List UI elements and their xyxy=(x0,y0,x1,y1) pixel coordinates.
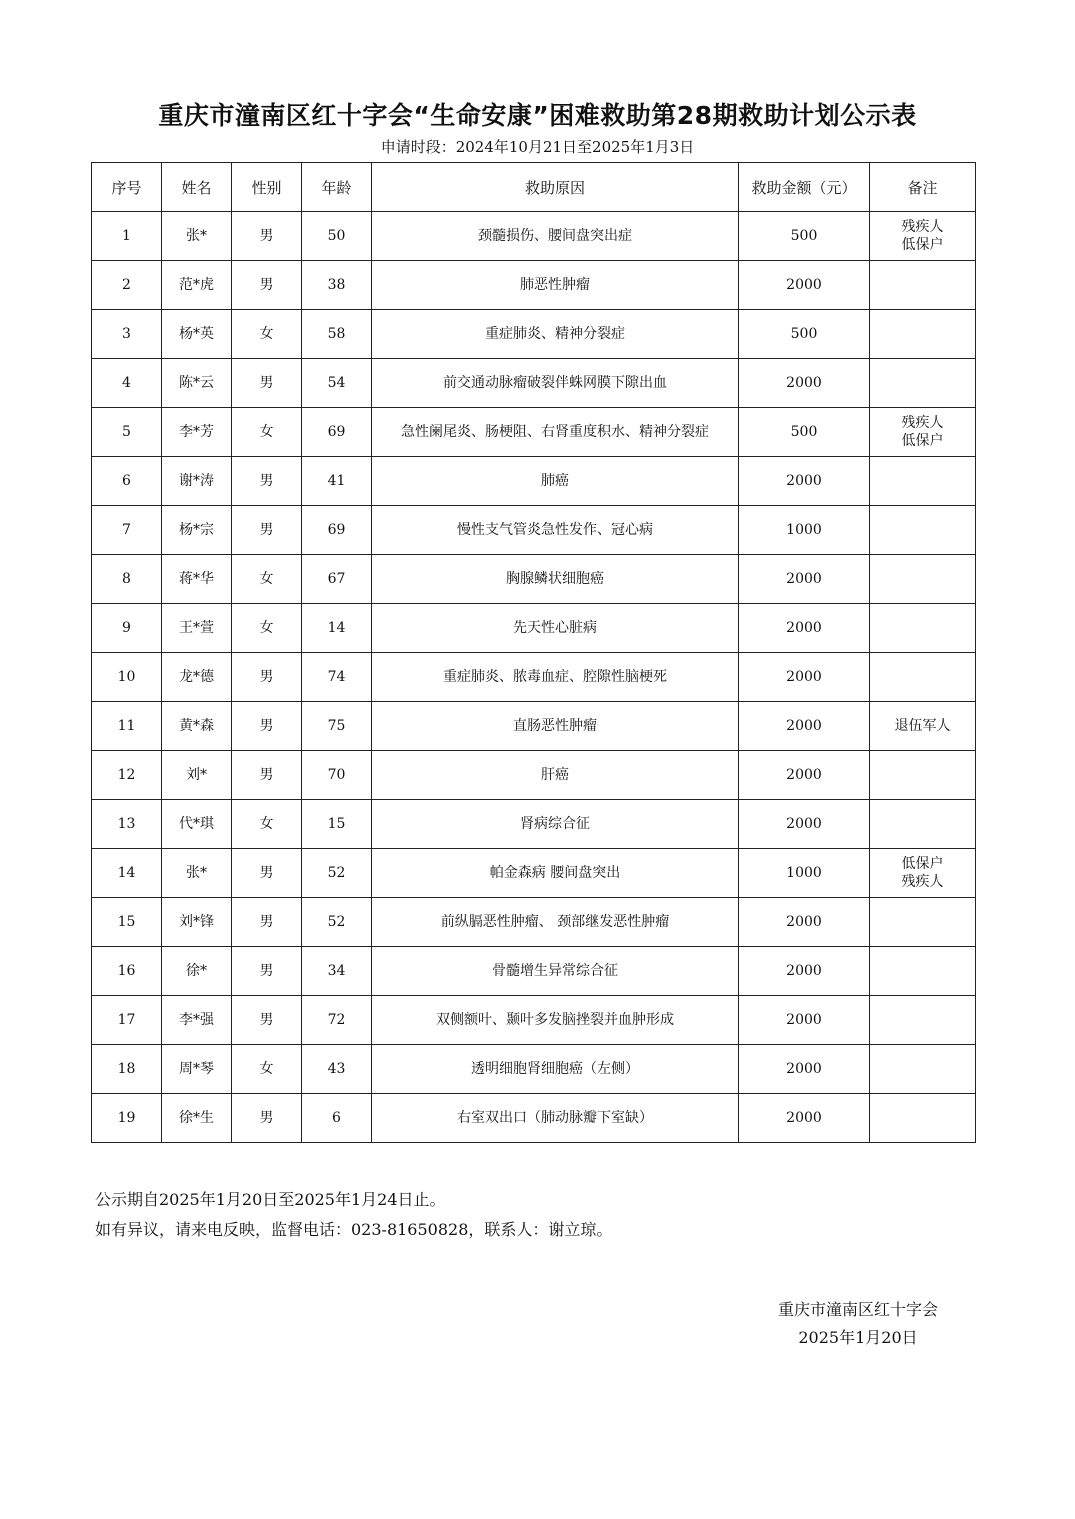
cell-amount: 2000 xyxy=(739,653,870,702)
remark-line: 低保户 xyxy=(901,856,944,872)
cell-name: 杨*英 xyxy=(162,310,232,359)
cell-age: 74 xyxy=(302,653,372,702)
cell-no: 19 xyxy=(92,1094,162,1143)
cell-name: 陈*云 xyxy=(162,359,232,408)
cell-reason: 帕金森病 腰间盘突出 xyxy=(372,849,739,898)
cell-sex: 女 xyxy=(232,604,302,653)
table-row xyxy=(92,212,976,261)
cell-reason: 胸腺鳞状细胞癌 xyxy=(372,555,739,604)
cell-amount: 2000 xyxy=(739,604,870,653)
cell-reason: 急性阑尾炎、肠梗阻、右肾重度积水、精神分裂症 xyxy=(372,408,739,457)
table-row xyxy=(92,800,976,849)
cell-reason: 肺癌 xyxy=(372,457,739,506)
cell-amount: 2000 xyxy=(739,947,870,996)
cell-name: 徐*生 xyxy=(162,1094,232,1143)
cell-name: 谢*涛 xyxy=(162,457,232,506)
table-row xyxy=(92,457,976,506)
cell-no: 6 xyxy=(92,457,162,506)
cell-no: 18 xyxy=(92,1045,162,1094)
cell-age: 52 xyxy=(302,849,372,898)
cell-no: 5 xyxy=(92,408,162,457)
cell-sex: 男 xyxy=(232,653,302,702)
remark-line: 残疾人 xyxy=(901,874,944,890)
cell-age: 15 xyxy=(302,800,372,849)
cell-sex: 男 xyxy=(232,751,302,800)
cell-remarks xyxy=(870,947,976,996)
cell-remarks xyxy=(870,849,976,898)
table-row xyxy=(92,653,976,702)
cell-sex: 女 xyxy=(232,555,302,604)
cell-reason: 右室双出口（肺动脉瓣下室缺） xyxy=(372,1094,739,1143)
cell-name: 徐* xyxy=(162,947,232,996)
cell-sex: 女 xyxy=(232,408,302,457)
cell-amount: 500 xyxy=(739,310,870,359)
cell-remarks xyxy=(870,996,976,1045)
cell-remarks xyxy=(870,898,976,947)
cell-no: 9 xyxy=(92,604,162,653)
table-header-row xyxy=(92,163,976,212)
objection-contact-note: 如有异议，请来电反映，监督电话：023-81650828，联系人：谢立琼。 xyxy=(95,1220,613,1239)
cell-name: 黄*森 xyxy=(162,702,232,751)
cell-age: 72 xyxy=(302,996,372,1045)
cell-no: 15 xyxy=(92,898,162,947)
cell-name: 范*虎 xyxy=(162,261,232,310)
aid-plan-table xyxy=(91,162,976,1143)
header-amount: 救助金额（元） xyxy=(739,163,870,212)
cell-name: 蒋*华 xyxy=(162,555,232,604)
cell-amount: 2000 xyxy=(739,555,870,604)
cell-name: 杨*宗 xyxy=(162,506,232,555)
cell-no: 7 xyxy=(92,506,162,555)
cell-remarks xyxy=(870,310,976,359)
cell-sex: 男 xyxy=(232,506,302,555)
table-row xyxy=(92,408,976,457)
cell-remarks xyxy=(870,555,976,604)
cell-amount: 2000 xyxy=(739,261,870,310)
table-row xyxy=(92,751,976,800)
cell-name: 周*琴 xyxy=(162,1045,232,1094)
cell-name: 王*萱 xyxy=(162,604,232,653)
cell-reason: 重症肺炎、脓毒血症、腔隙性脑梗死 xyxy=(372,653,739,702)
publicity-period-note: 公示期自2025年1月20日至2025年1月24日止。 xyxy=(95,1190,446,1209)
cell-reason: 肾病综合征 xyxy=(372,800,739,849)
cell-reason: 骨髓增生异常综合征 xyxy=(372,947,739,996)
cell-sex: 男 xyxy=(232,212,302,261)
cell-sex: 男 xyxy=(232,996,302,1045)
cell-age: 38 xyxy=(302,261,372,310)
cell-remarks xyxy=(870,457,976,506)
header-no: 序号 xyxy=(92,163,162,212)
cell-sex: 女 xyxy=(232,800,302,849)
cell-no: 13 xyxy=(92,800,162,849)
cell-age: 14 xyxy=(302,604,372,653)
header-sex: 性别 xyxy=(232,163,302,212)
cell-sex: 男 xyxy=(232,849,302,898)
cell-remarks xyxy=(870,702,976,751)
cell-remarks xyxy=(870,1045,976,1094)
table-row xyxy=(92,359,976,408)
cell-reason: 前纵膈恶性肿瘤、 颈部继发恶性肿瘤 xyxy=(372,898,739,947)
table-row xyxy=(92,849,976,898)
cell-remarks xyxy=(870,212,976,261)
cell-reason: 直肠恶性肿瘤 xyxy=(372,702,739,751)
cell-sex: 女 xyxy=(232,310,302,359)
cell-age: 58 xyxy=(302,310,372,359)
table-row xyxy=(92,506,976,555)
cell-amount: 500 xyxy=(739,408,870,457)
cell-age: 69 xyxy=(302,506,372,555)
cell-remarks xyxy=(870,800,976,849)
header-reason: 救助原因 xyxy=(372,163,739,212)
cell-age: 6 xyxy=(302,1094,372,1143)
remark-line: 低保户 xyxy=(901,237,944,253)
cell-no: 14 xyxy=(92,849,162,898)
table-row xyxy=(92,702,976,751)
cell-no: 16 xyxy=(92,947,162,996)
cell-no: 2 xyxy=(92,261,162,310)
cell-age: 52 xyxy=(302,898,372,947)
cell-reason: 透明细胞肾细胞癌（左侧） xyxy=(372,1045,739,1094)
table-row xyxy=(92,898,976,947)
cell-amount: 2000 xyxy=(739,996,870,1045)
cell-amount: 2000 xyxy=(739,1045,870,1094)
cell-reason: 慢性支气管炎急性发作、冠心病 xyxy=(372,506,739,555)
cell-sex: 男 xyxy=(232,261,302,310)
signature-org: 重庆市潼南区红十字会 xyxy=(777,1300,938,1319)
page-title: 重庆市潼南区红十字会“生命安康”困难救助第28期救助计划公示表 xyxy=(158,101,917,130)
cell-age: 69 xyxy=(302,408,372,457)
table-body xyxy=(92,212,976,1143)
application-period: 申请时段：2024年10月21日至2025年1月3日 xyxy=(380,138,695,156)
cell-reason: 双侧额叶、颞叶多发脑挫裂并血肿形成 xyxy=(372,996,739,1045)
cell-sex: 男 xyxy=(232,702,302,751)
cell-reason: 重症肺炎、精神分裂症 xyxy=(372,310,739,359)
cell-no: 1 xyxy=(92,212,162,261)
cell-amount: 2000 xyxy=(739,1094,870,1143)
cell-remarks xyxy=(870,653,976,702)
cell-remarks xyxy=(870,261,976,310)
cell-amount: 2000 xyxy=(739,898,870,947)
cell-remarks xyxy=(870,1094,976,1143)
cell-remarks xyxy=(870,408,976,457)
cell-age: 41 xyxy=(302,457,372,506)
cell-name: 龙*德 xyxy=(162,653,232,702)
header-remarks: 备注 xyxy=(870,163,976,212)
header-name: 姓名 xyxy=(162,163,232,212)
cell-reason: 前交通动脉瘤破裂伴蛛网膜下隙出血 xyxy=(372,359,739,408)
cell-no: 12 xyxy=(92,751,162,800)
cell-amount: 500 xyxy=(739,212,870,261)
cell-sex: 男 xyxy=(232,898,302,947)
cell-amount: 2000 xyxy=(739,359,870,408)
cell-age: 54 xyxy=(302,359,372,408)
cell-age: 43 xyxy=(302,1045,372,1094)
cell-sex: 男 xyxy=(232,457,302,506)
remark-line: 残疾人 xyxy=(901,415,944,431)
remark-line: 低保户 xyxy=(901,433,944,449)
cell-remarks xyxy=(870,506,976,555)
table-row xyxy=(92,555,976,604)
table-row xyxy=(92,261,976,310)
cell-amount: 1000 xyxy=(739,849,870,898)
cell-age: 67 xyxy=(302,555,372,604)
remark-line: 退伍军人 xyxy=(894,718,951,734)
cell-age: 70 xyxy=(302,751,372,800)
cell-name: 张* xyxy=(162,212,232,261)
cell-sex: 男 xyxy=(232,359,302,408)
table-row xyxy=(92,947,976,996)
cell-name: 代*琪 xyxy=(162,800,232,849)
header-age: 年龄 xyxy=(302,163,372,212)
cell-reason: 颈髓损伤、腰间盘突出症 xyxy=(372,212,739,261)
cell-no: 17 xyxy=(92,996,162,1045)
table-row xyxy=(92,1094,976,1143)
cell-no: 10 xyxy=(92,653,162,702)
cell-remarks xyxy=(870,604,976,653)
cell-sex: 女 xyxy=(232,1045,302,1094)
table-row xyxy=(92,604,976,653)
cell-no: 4 xyxy=(92,359,162,408)
remark-line: 残疾人 xyxy=(901,219,944,235)
cell-amount: 2000 xyxy=(739,457,870,506)
cell-name: 张* xyxy=(162,849,232,898)
cell-sex: 男 xyxy=(232,1094,302,1143)
signature-date: 2025年1月20日 xyxy=(798,1328,918,1347)
cell-age: 75 xyxy=(302,702,372,751)
cell-age: 50 xyxy=(302,212,372,261)
cell-age: 34 xyxy=(302,947,372,996)
cell-name: 刘* xyxy=(162,751,232,800)
cell-sex: 男 xyxy=(232,947,302,996)
cell-amount: 2000 xyxy=(739,800,870,849)
cell-name: 李*强 xyxy=(162,996,232,1045)
cell-amount: 1000 xyxy=(739,506,870,555)
cell-no: 8 xyxy=(92,555,162,604)
cell-reason: 肺恶性肿瘤 xyxy=(372,261,739,310)
cell-remarks xyxy=(870,359,976,408)
cell-name: 刘*锋 xyxy=(162,898,232,947)
cell-no: 11 xyxy=(92,702,162,751)
cell-name: 李*芳 xyxy=(162,408,232,457)
cell-amount: 2000 xyxy=(739,702,870,751)
cell-reason: 先天性心脏病 xyxy=(372,604,739,653)
cell-reason: 肝癌 xyxy=(372,751,739,800)
cell-remarks xyxy=(870,751,976,800)
table-row xyxy=(92,310,976,359)
table-row xyxy=(92,1045,976,1094)
table-row xyxy=(92,996,976,1045)
cell-no: 3 xyxy=(92,310,162,359)
cell-amount: 2000 xyxy=(739,751,870,800)
